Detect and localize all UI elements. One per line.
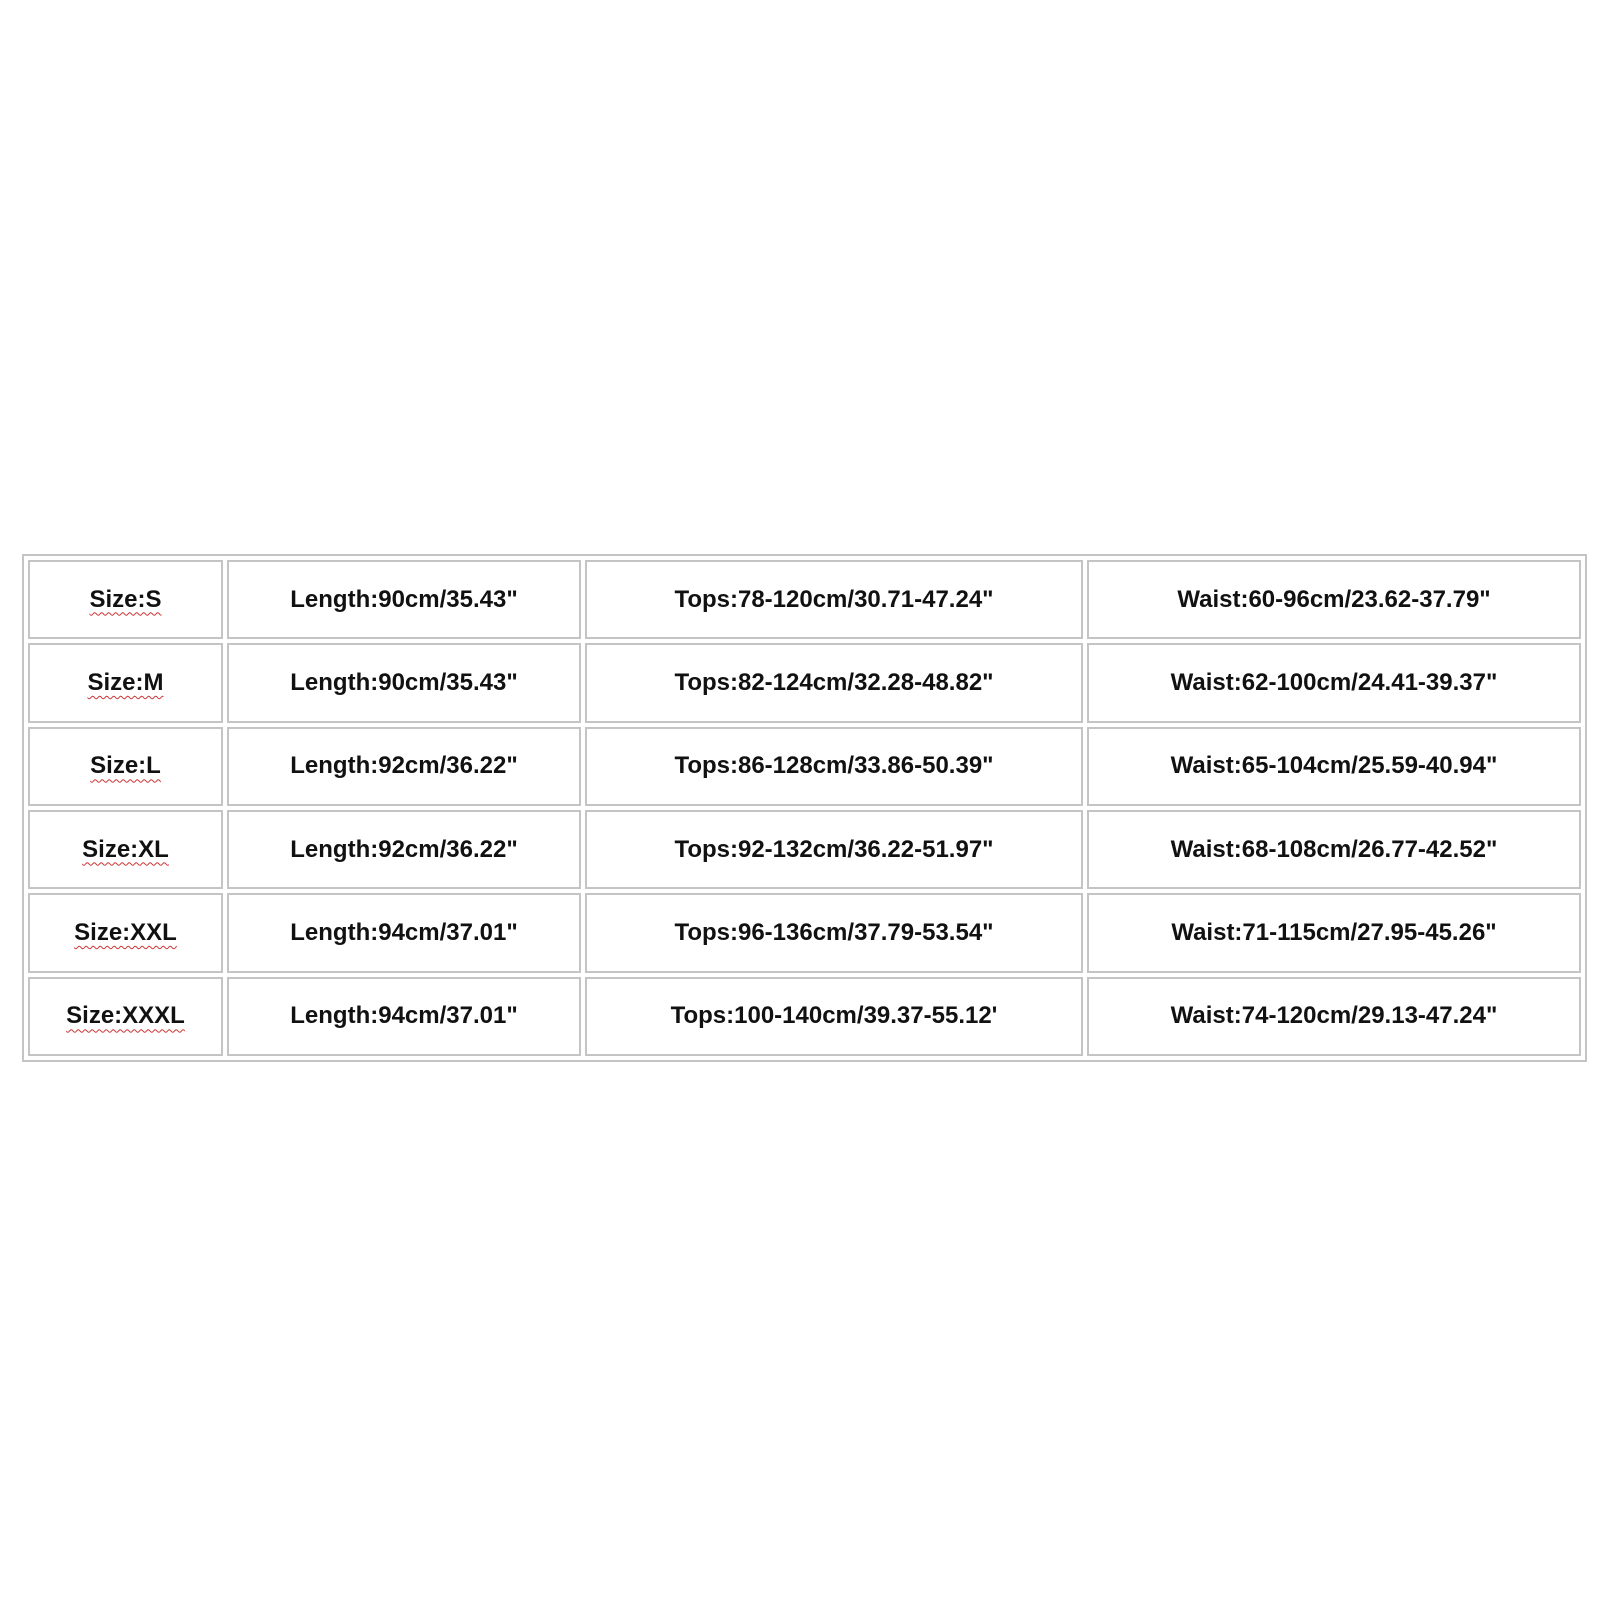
table-row: [28, 643, 1581, 722]
waist-cell: Waist:71-115cm/27.95-45.26": [1087, 893, 1581, 972]
tops-cell: Tops:78-120cm/30.71-47.24": [585, 560, 1083, 639]
waist-cell: Waist:60-96cm/23.62-37.79": [1087, 560, 1581, 639]
length-cell: Length:90cm/35.43": [227, 560, 581, 639]
tops-cell: Tops:96-136cm/37.79-53.54": [585, 893, 1083, 972]
size-label: Size:XXXL: [66, 1002, 185, 1030]
size-label: Size:XXL: [74, 918, 177, 946]
waist-cell: Waist:65-104cm/25.59-40.94": [1087, 727, 1581, 806]
length-cell: Length:90cm/35.43": [227, 643, 581, 722]
waist-cell: Waist:62-100cm/24.41-39.37": [1087, 643, 1581, 722]
size-cell: [28, 810, 223, 889]
length-cell: Length:92cm/36.22": [227, 727, 581, 806]
length-cell: Length:92cm/36.22": [227, 810, 581, 889]
tops-cell: Tops:86-128cm/33.86-50.39": [585, 727, 1083, 806]
waist-cell: Waist:68-108cm/26.77-42.52": [1087, 810, 1581, 889]
size-cell: [28, 643, 223, 722]
size-cell: [28, 560, 223, 639]
size-chart-table: [22, 554, 1587, 1062]
length-cell: Length:94cm/37.01": [227, 977, 581, 1056]
size-label: Size:S: [89, 585, 162, 613]
table-row: [28, 893, 1581, 972]
size-cell: [28, 727, 223, 806]
size-label: Size:L: [90, 752, 161, 780]
tops-cell: Tops:100-140cm/39.37-55.12': [585, 977, 1083, 1056]
table-row: [28, 810, 1581, 889]
waist-cell: Waist:74-120cm/29.13-47.24": [1087, 977, 1581, 1056]
table-row: [28, 727, 1581, 806]
size-cell: [28, 977, 223, 1056]
size-cell: [28, 893, 223, 972]
table-row: [28, 560, 1581, 639]
tops-cell: Tops:82-124cm/32.28-48.82": [585, 643, 1083, 722]
size-label: Size:M: [87, 668, 164, 696]
tops-cell: Tops:92-132cm/36.22-51.97": [585, 810, 1083, 889]
table-row: [28, 977, 1581, 1056]
size-label: Size:XL: [82, 835, 169, 863]
length-cell: Length:94cm/37.01": [227, 893, 581, 972]
